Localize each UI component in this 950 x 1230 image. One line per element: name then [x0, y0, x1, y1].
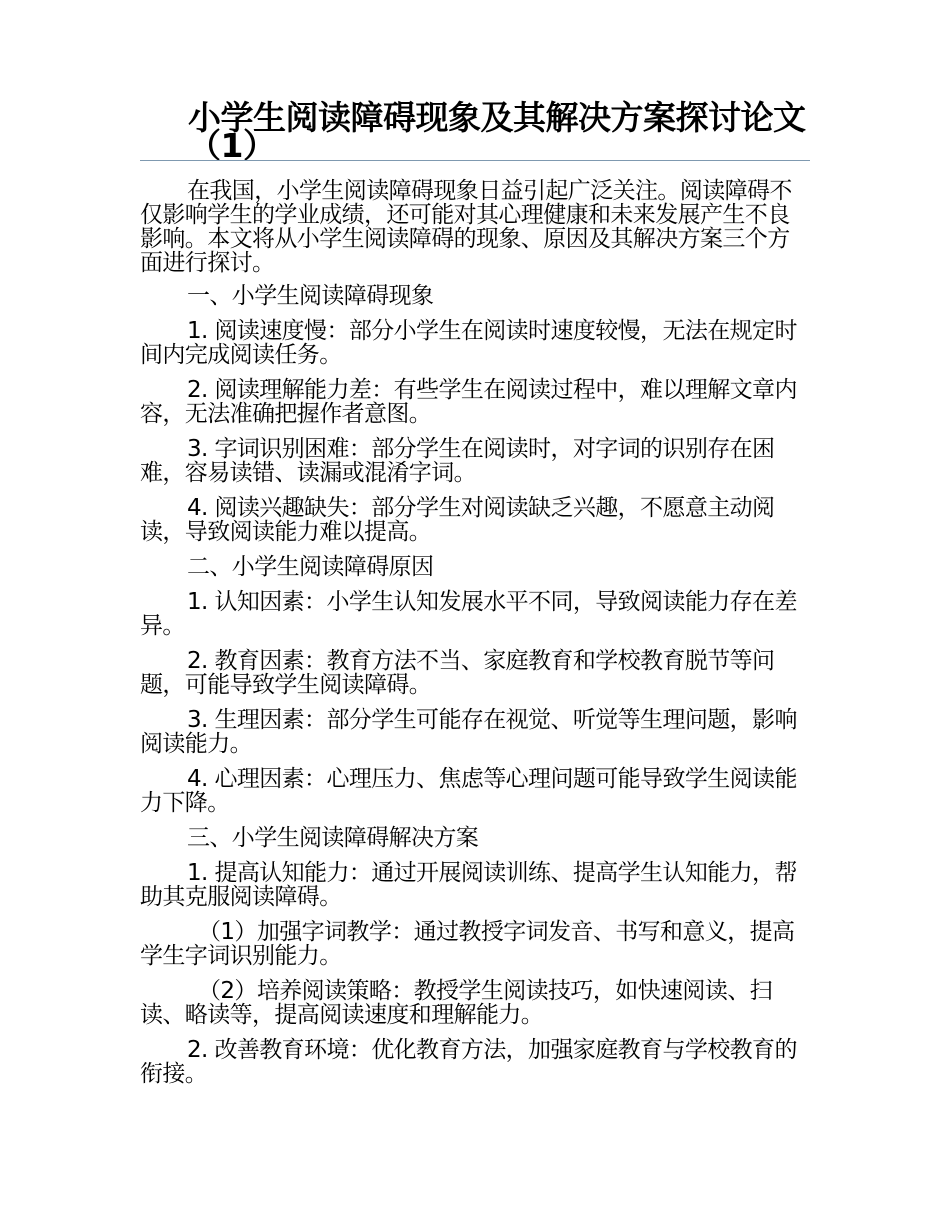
- list-item: 3. 字词识别困难：部分学生在阅读时，对字词的识别存在困难，容易读错、读漏或混淆字词。: [140, 436, 775, 486]
- sub-list-item: （1）加强字词教学：通过教授字词发音、书写和意义，提高学生字词识别能力。: [140, 919, 795, 969]
- document-body: [140, 179, 811, 1097]
- intro-paragraph: 在我国，小学生阅读障碍现象日益引起广泛关注。阅读障碍不仅影响学生的学业成绩，还可能对其心理健康和未来发展产生不良影响。本文将从小学生阅读障碍的现象、原因及其解决方案三个方面进行探讨。: [140, 178, 792, 276]
- list-item: 1. 阅读速度慢：部分小学生在阅读时速度较慢，无法在规定时间内完成阅读任务。: [140, 318, 797, 368]
- list-item: 4. 心理因素：心理压力、焦虑等心理问题可能导致学生阅读能力下降。: [140, 766, 797, 816]
- list-item: 1. 认知因素：小学生认知发展水平不同，导致阅读能力存在差异。: [140, 589, 797, 639]
- sub-list-item: （2）培养阅读策略：教授学生阅读技巧，如快速阅读、扫读、略读等，提高阅读速度和理解能力。: [140, 978, 773, 1028]
- list-item: 2. 教育因素：教育方法不当、家庭教育和学校教育脱节等问题，可能导致学生阅读障碍。: [140, 648, 775, 698]
- list-item: 2. 阅读理解能力差：有些学生在阅读过程中，难以理解文章内容，无法准确把握作者意图。: [140, 377, 797, 427]
- title-divider: [140, 160, 810, 161]
- list-item: 3. 生理因素：部分学生可能存在视觉、听觉等生理问题，影响阅读能力。: [140, 707, 797, 757]
- list-item: 2. 改善教育环境：优化教育方法，加强家庭教育与学校教育的衔接。: [140, 1037, 797, 1087]
- section-heading-solutions: 三、小学生阅读障碍解决方案: [187, 825, 479, 851]
- section-heading-causes: 二、小学生阅读障碍原因: [187, 554, 434, 580]
- section-heading-phenomena: 一、小学生阅读障碍现象: [187, 283, 434, 309]
- list-item: 1. 提高认知能力：通过开展阅读训练、提高学生认知能力，帮助其克服阅读障碍。: [140, 860, 797, 910]
- list-item: 4. 阅读兴趣缺失：部分学生对阅读缺乏兴趣，不愿意主动阅读，导致阅读能力难以提高。: [140, 495, 775, 545]
- page-title: 小学生阅读障碍现象及其解决方案探讨论文（1）: [188, 98, 806, 165]
